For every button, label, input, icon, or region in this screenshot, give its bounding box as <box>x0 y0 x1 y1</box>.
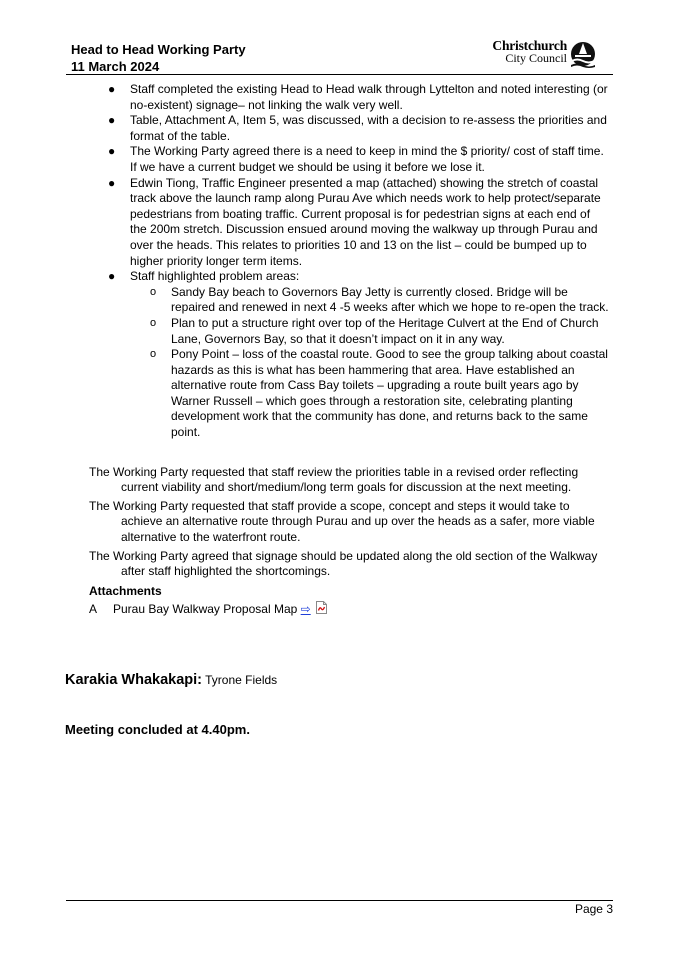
council-logo <box>479 40 599 70</box>
bullet-dot-icon: ● <box>108 82 116 96</box>
cathedral-emblem-icon <box>569 41 597 69</box>
bullet-item: ● Table, Attachment A, Item 5, was discussed, with a decision to re-assess the priorities and format of the table. <box>108 113 607 143</box>
resolution-paragraph: The Working Party requested that staff review the priorities table in a revised order reflecting current viability and short/medium/long term goals for discussion at the next meeting. <box>89 464 579 495</box>
sub-bullet-item: o Pony Point – loss of the coastal route. Good to see the group talking about coastal hazards as this is what has been hammering that area. Have established an alternative route from Cass Bay toilets – upgrading a route built years ago by Warner Russell – which goes through a restoration site, celebrating planting development work that the community has done, and returns back to the same point. <box>150 347 608 440</box>
sub-bullet-item: o Plan to put a structure right over top of the Heritage Culvert at the End of Church Lane, Governors Bay, so that it doesn’t impact on it in any way. <box>150 315 599 346</box>
minutes-body <box>0 82 675 618</box>
attachment-link-arrow-icon[interactable]: ⇨ <box>300 602 311 617</box>
attachments-heading: Attachments <box>89 583 162 598</box>
header-rule <box>66 74 613 75</box>
bullet-item: ● The Working Party agreed there is a need to keep in mind the $ priority/ cost of staff time. If we have a current budget we should be using it before we lose it. <box>108 144 604 174</box>
resolution-paragraph: The Working Party requested that staff provide a scope, concept and steps it would take to achieve an alternative route through Purau and up over the heads as a safer, more viable alternative to the waterfront route. <box>89 498 595 545</box>
attachment-item <box>89 601 675 618</box>
bullet-item: ● Staff highlighted problem areas: o Sandy Bay beach to Governors Bay Jetty is currently closed. Bridge will be repaired and renewed in next 4 -5 weeks after which we hope to re-open the track. o Plan to put a structure right over top of the Heritage Culvert at the End of Church Lane, Governors Bay, so that it doesn’t impact on it in any way. o Pony Point – loss of the coastal route. Good to see the group talking about coastal hazards as this is what has been hammering that area. Have established an alternative route from Cass Bay toilets – upgrading a route built years ago by Warner Russell – which goes through a restoration site, celebrating planting development work that the community has done, and returns back to the same point. <box>108 269 609 440</box>
sub-bullet-item: o Sandy Bay beach to Governors Bay Jetty is currently closed. Bridge will be repaired and renewed in next 4 -5 weeks after which we hope to re-open the track. <box>150 284 609 315</box>
header-date: 11 March 2024 <box>71 59 160 74</box>
logo-line-1: Christchurch <box>492 38 567 53</box>
sub-bullet-circle-icon: o <box>150 348 157 361</box>
document-header <box>71 41 246 75</box>
page-number: Page 3 <box>574 902 613 916</box>
bullet-item: ● Staff completed the existing Head to Head walk through Lyttelton and noted interesting (or no-existent) signage– not linking the walk very well. <box>108 82 608 112</box>
footer-rule <box>66 900 613 901</box>
discussion-bullets <box>0 82 675 441</box>
bullet-dot-icon: ● <box>108 269 116 284</box>
karakia-name: Tyrone Fields <box>205 673 278 687</box>
header-title: Head to Head Working Party <box>71 42 246 57</box>
bullet-dot-icon: ● <box>108 175 116 190</box>
resolution-paragraph: The Working Party agreed that signage should be updated along the old section of the Walkway after staff highlighted the shortcomings. <box>89 548 598 579</box>
sub-bullet-circle-icon: o <box>150 285 157 298</box>
problem-areas-list <box>130 285 609 441</box>
karakia-closing <box>65 672 277 688</box>
bullet-dot-icon: ● <box>108 144 116 159</box>
sub-bullet-circle-icon: o <box>150 316 157 329</box>
attachment-letter: A <box>89 602 98 617</box>
karakia-heading: Karakia Whakakapi: <box>65 672 203 688</box>
bullet-item: ● Edwin Tiong, Traffic Engineer presented a map (attached) showing the stretch of coastal track above the launch ramp along Purau Ave which needs work to help protect/separate pedestrians from boating traffic. Current proposal is for pedestrian signs at each end of the 200m stretch. Discussion ensued around moving the walkway up through Purau and over the heads. This relates to priorities 10 and 13 on the list – could be bumped up to higher priority longer term items. <box>108 175 601 268</box>
bullet-dot-icon: ● <box>108 113 116 128</box>
pdf-file-icon[interactable] <box>316 601 327 614</box>
attachment-label: Purau Bay Walkway Proposal Map <box>113 602 298 617</box>
meeting-concluded: Meeting concluded at 4.40pm. <box>65 722 250 737</box>
logo-line-2: City Council <box>505 51 567 65</box>
